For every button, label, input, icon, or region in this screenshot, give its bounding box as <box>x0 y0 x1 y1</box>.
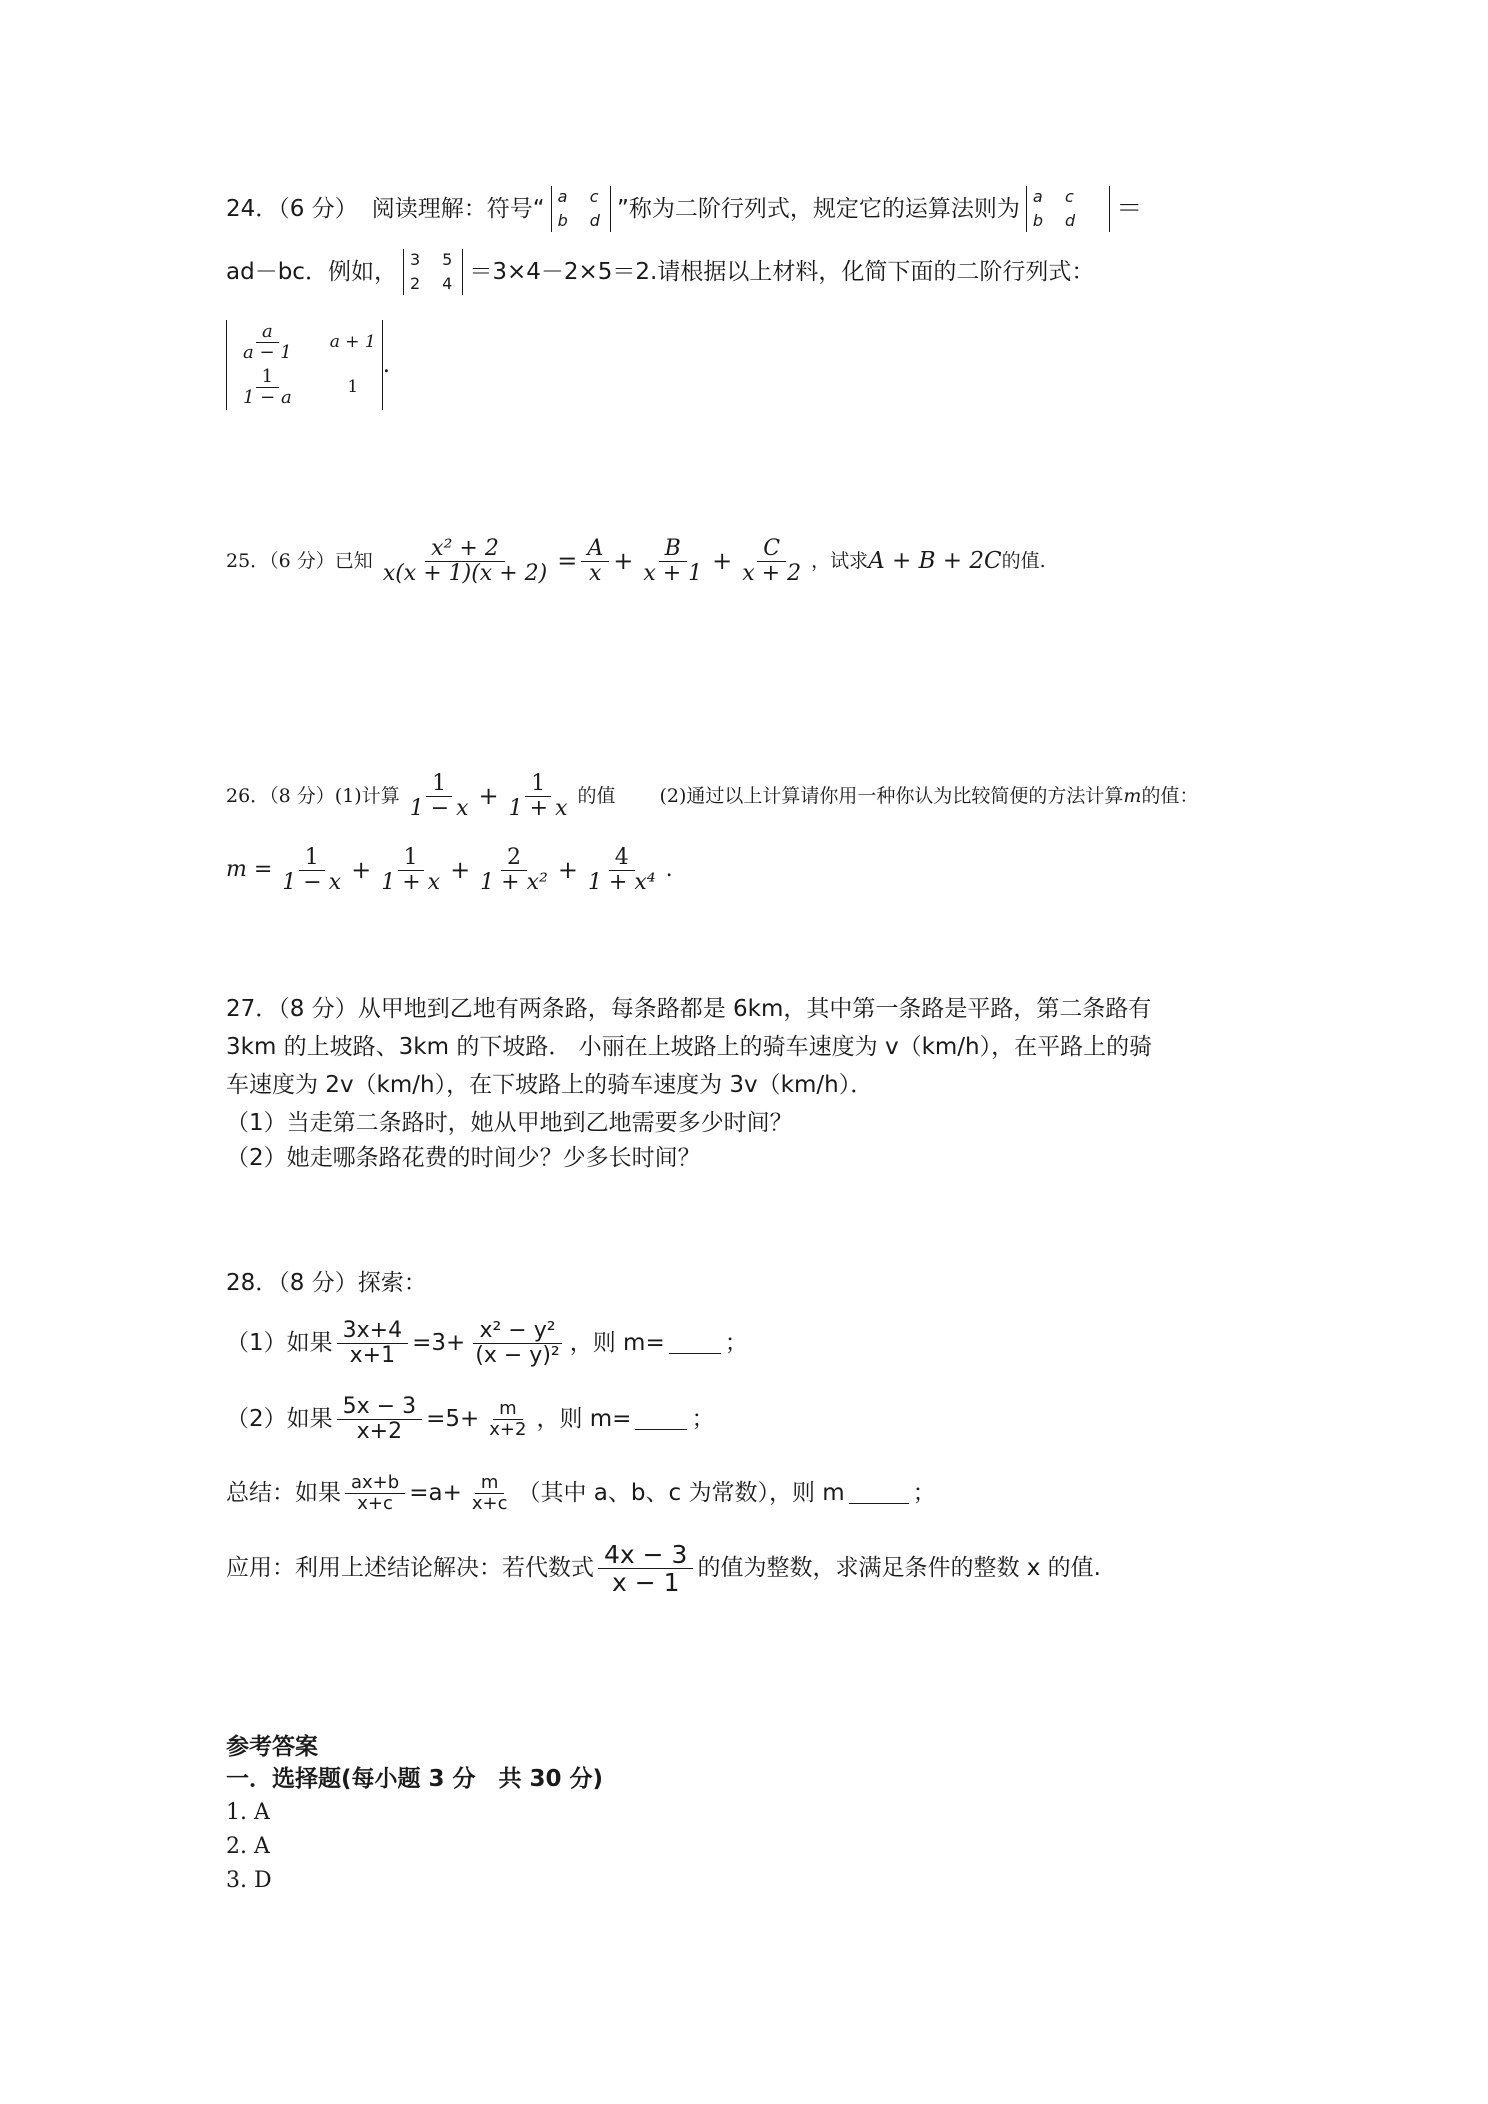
q26-frac-f <box>582 846 662 895</box>
q26-plus-3: + <box>557 856 578 884</box>
q25-number: 25．（6 分）已知 <box>226 549 373 572</box>
q28-p1-frac1 <box>337 1319 408 1368</box>
q26-d-num: 1 <box>398 846 424 871</box>
q28-p2-frac2 <box>483 1399 532 1440</box>
q24-number: 24．（6 分） <box>226 195 358 222</box>
q26-b-num: 1 <box>525 772 551 797</box>
q28-s-pre: 总结：如果 <box>226 1479 341 1506</box>
det-b: b <box>557 211 568 230</box>
q28-s-mid: =a+ <box>409 1479 462 1506</box>
m21-fraction <box>237 367 298 408</box>
det-d: d <box>589 211 600 230</box>
q24-text1: 阅读理解：符号“ <box>371 195 545 222</box>
q25-b-num: B <box>659 537 687 562</box>
q28-s-end: ； <box>912 1479 936 1506</box>
q25-lhs-fraction <box>377 537 553 586</box>
q24-rule: ad－bc．例如， <box>226 258 397 285</box>
answer-3: 3. D <box>226 1868 272 1893</box>
q25-plus-1: + <box>613 547 634 575</box>
q25-b-den: x + 1 <box>643 560 703 586</box>
q28-summary <box>226 1462 936 1524</box>
rule-det-b: b <box>1032 211 1044 230</box>
q25-plus-2: + <box>712 547 733 575</box>
q28-p2-f2-num: m <box>493 1399 523 1420</box>
det-a: a <box>557 187 568 206</box>
q24-line2 <box>226 240 1094 304</box>
q28-application <box>226 1532 1101 1604</box>
q25-frac-b <box>637 537 708 586</box>
q26-frac-c <box>276 846 347 895</box>
det-c: c <box>589 187 599 206</box>
m11-fraction <box>237 322 298 363</box>
q28-p1-post: ，则 m= <box>569 1329 665 1356</box>
m12: a + 1 <box>329 332 376 352</box>
q28-p2-f2-den: x+2 <box>489 1418 527 1440</box>
q28-s-blank[interactable] <box>849 1483 909 1504</box>
q26-frac-d <box>375 846 446 895</box>
q26-e-den: 1 + x² <box>480 869 548 895</box>
q28-s-f2-den: x+c <box>471 1492 508 1514</box>
q25-a-den: x <box>589 560 602 586</box>
q24-matrix-line <box>226 310 390 420</box>
q28-p2-post: ，则 m= <box>536 1405 632 1432</box>
q26-end: . <box>665 857 673 882</box>
q24-matrix <box>226 320 383 410</box>
q25-equals: = <box>557 547 578 575</box>
q28-app-pre: 应用：利用上述结论解决：若代数式 <box>226 1554 594 1581</box>
q28-p2-mid: =5+ <box>426 1405 480 1432</box>
q27-line3: 车速度为 2v（km/h），在下坡路上的骑车速度为 3v（km/h）． <box>226 1071 874 1098</box>
q26-a-num: 1 <box>426 772 452 797</box>
q26-d-den: 1 + x <box>381 869 441 895</box>
q28-p1-f2-den: (x − y)² <box>475 1342 560 1368</box>
q26-line1 <box>226 760 1198 832</box>
answer-1: 1. A <box>226 1800 270 1825</box>
q28-p1-frac2 <box>469 1319 565 1368</box>
ex-5: 5 <box>442 250 453 269</box>
q26-frac-b <box>503 772 574 821</box>
q28-p1-f1-den: x+1 <box>349 1342 396 1368</box>
q26-plus-2: + <box>450 856 471 884</box>
q24-line1 <box>226 178 1142 240</box>
q28-app-den: x − 1 <box>611 1567 680 1597</box>
q26-frac-e <box>474 846 554 895</box>
q28-p2-pre: （2）如果 <box>226 1405 333 1432</box>
q26-number: 26．（8 分）(1)计算 <box>226 784 400 807</box>
m21-num: 1 <box>256 367 279 388</box>
q24-end: . <box>382 351 391 378</box>
q28-p2-end: ； <box>691 1405 715 1432</box>
q26-m: m <box>1123 784 1142 807</box>
q24-equals: ＝ <box>1116 194 1143 224</box>
q24-example-determinant <box>403 249 463 295</box>
q26-m-eq: m = <box>226 857 273 882</box>
q28-s-f1-den: x+c <box>357 1492 393 1514</box>
m22: 1 <box>347 377 359 397</box>
rule-det-a: a <box>1032 187 1043 206</box>
q25-tail1: ，试求 <box>811 549 869 572</box>
q28-s-f2-num: m <box>475 1473 505 1494</box>
q25-c-den: x + 2 <box>742 560 802 586</box>
q26-frac-a <box>404 772 475 821</box>
q26-c-num: 1 <box>299 846 325 871</box>
q28-p1-end: ； <box>724 1329 748 1356</box>
q28-app-frac <box>598 1541 693 1596</box>
q28-part2 <box>226 1386 714 1452</box>
q28-app-post: 的值为整数，求满足条件的整数 x 的值. <box>697 1554 1101 1581</box>
q25-frac-c <box>736 537 807 586</box>
rule-det-c: c <box>1065 187 1074 206</box>
q26-f-den: 1 + x⁴ <box>587 869 656 895</box>
q27-line2: 3km 的上坡路、3km 的下坡路． 小丽在上坡路上的骑车速度为 v（km/h），在平路上的骑 <box>226 1033 1153 1060</box>
q26-c-den: 1 − x <box>282 869 342 895</box>
q25-c-num: C <box>757 537 786 562</box>
rule-det-d: d <box>1065 211 1076 230</box>
q28-p1-mid: =3+ <box>412 1329 466 1356</box>
q25-frac-a <box>581 537 609 586</box>
q28-p2-f1-den: x+2 <box>356 1418 403 1444</box>
q24-rule-determinant <box>1026 186 1110 232</box>
q28-p1-pre: （1）如果 <box>226 1329 333 1356</box>
q26-plus-1: + <box>351 856 372 884</box>
q26-f-num: 4 <box>609 846 635 871</box>
q26-b-den: 1 + x <box>508 795 568 821</box>
q28-app-num: 4x − 3 <box>598 1541 693 1569</box>
q26-text2: (2)通过以上计算请你用一种你认为比较简便的方法计算 <box>659 784 1124 807</box>
answer-2: 2. A <box>226 1834 270 1859</box>
q26-text3: 的值： <box>1141 784 1199 807</box>
ex-4: 4 <box>442 274 453 293</box>
q26-line2 <box>226 832 673 908</box>
q26-e-num: 2 <box>501 846 527 871</box>
q27-line5: （2）她走哪条路花费的时间少？少多长时间？ <box>226 1144 701 1171</box>
ex-2: 2 <box>409 274 421 293</box>
q28-p2-blank[interactable] <box>635 1409 687 1430</box>
q28-s-frac1 <box>345 1473 405 1514</box>
q28-p2-f1-num: 5x − 3 <box>337 1395 422 1420</box>
q27-line4: （1）当走第二条路时，她从甲地到乙地需要多少时间？ <box>226 1109 793 1136</box>
q28-s-frac2 <box>466 1473 514 1514</box>
answers-section: 一．选择题(每小题 3 分 共 30 分) <box>226 1765 604 1792</box>
q28-part1 <box>226 1305 748 1381</box>
q24-text2: ”称为二阶行列式，规定它的运算法则为 <box>616 195 1020 222</box>
answers-title: 参考答案 <box>226 1733 318 1760</box>
q25-expression: A + B + 2C <box>868 547 1002 574</box>
m11-num: a <box>256 322 279 343</box>
q25-lhs-num: x² + 2 <box>425 537 505 562</box>
ex-3: 3 <box>409 250 421 269</box>
q25-line <box>226 520 1046 602</box>
q26-text1: 的值 <box>577 784 616 807</box>
q28-p2-frac1 <box>337 1395 422 1444</box>
q28-p1-f2-num: x² − y² <box>473 1319 561 1344</box>
q25-a-num: A <box>581 537 609 562</box>
q28-title: 28．（8 分）探索： <box>226 1269 427 1296</box>
q24-symbol-determinant <box>551 186 611 232</box>
q25-lhs-den: x(x + 1)(x + 2) <box>382 560 548 586</box>
q26-a-den: 1 − x <box>409 795 469 821</box>
m11-den: a − 1 <box>243 342 292 363</box>
q28-s-post: （其中 a、b、c 为常数），则 m <box>517 1479 845 1506</box>
q28-p1-f1-num: 3x+4 <box>337 1319 408 1344</box>
q28-s-f1-num: ax+b <box>345 1473 405 1494</box>
q25-tail2: 的值. <box>1001 549 1046 572</box>
q24-example-result: ＝3×4－2×5＝2.请根据以上材料，化简下面的二阶行列式： <box>469 258 1095 285</box>
m21-den: 1 − a <box>243 387 292 408</box>
q26-plus: + <box>478 782 499 810</box>
q27-line1: 27．（8 分）从甲地到乙地有两条路，每条路都是 6km，其中第一条路是平路，第二条路有 <box>226 995 1152 1022</box>
q28-p1-blank[interactable] <box>669 1333 721 1354</box>
